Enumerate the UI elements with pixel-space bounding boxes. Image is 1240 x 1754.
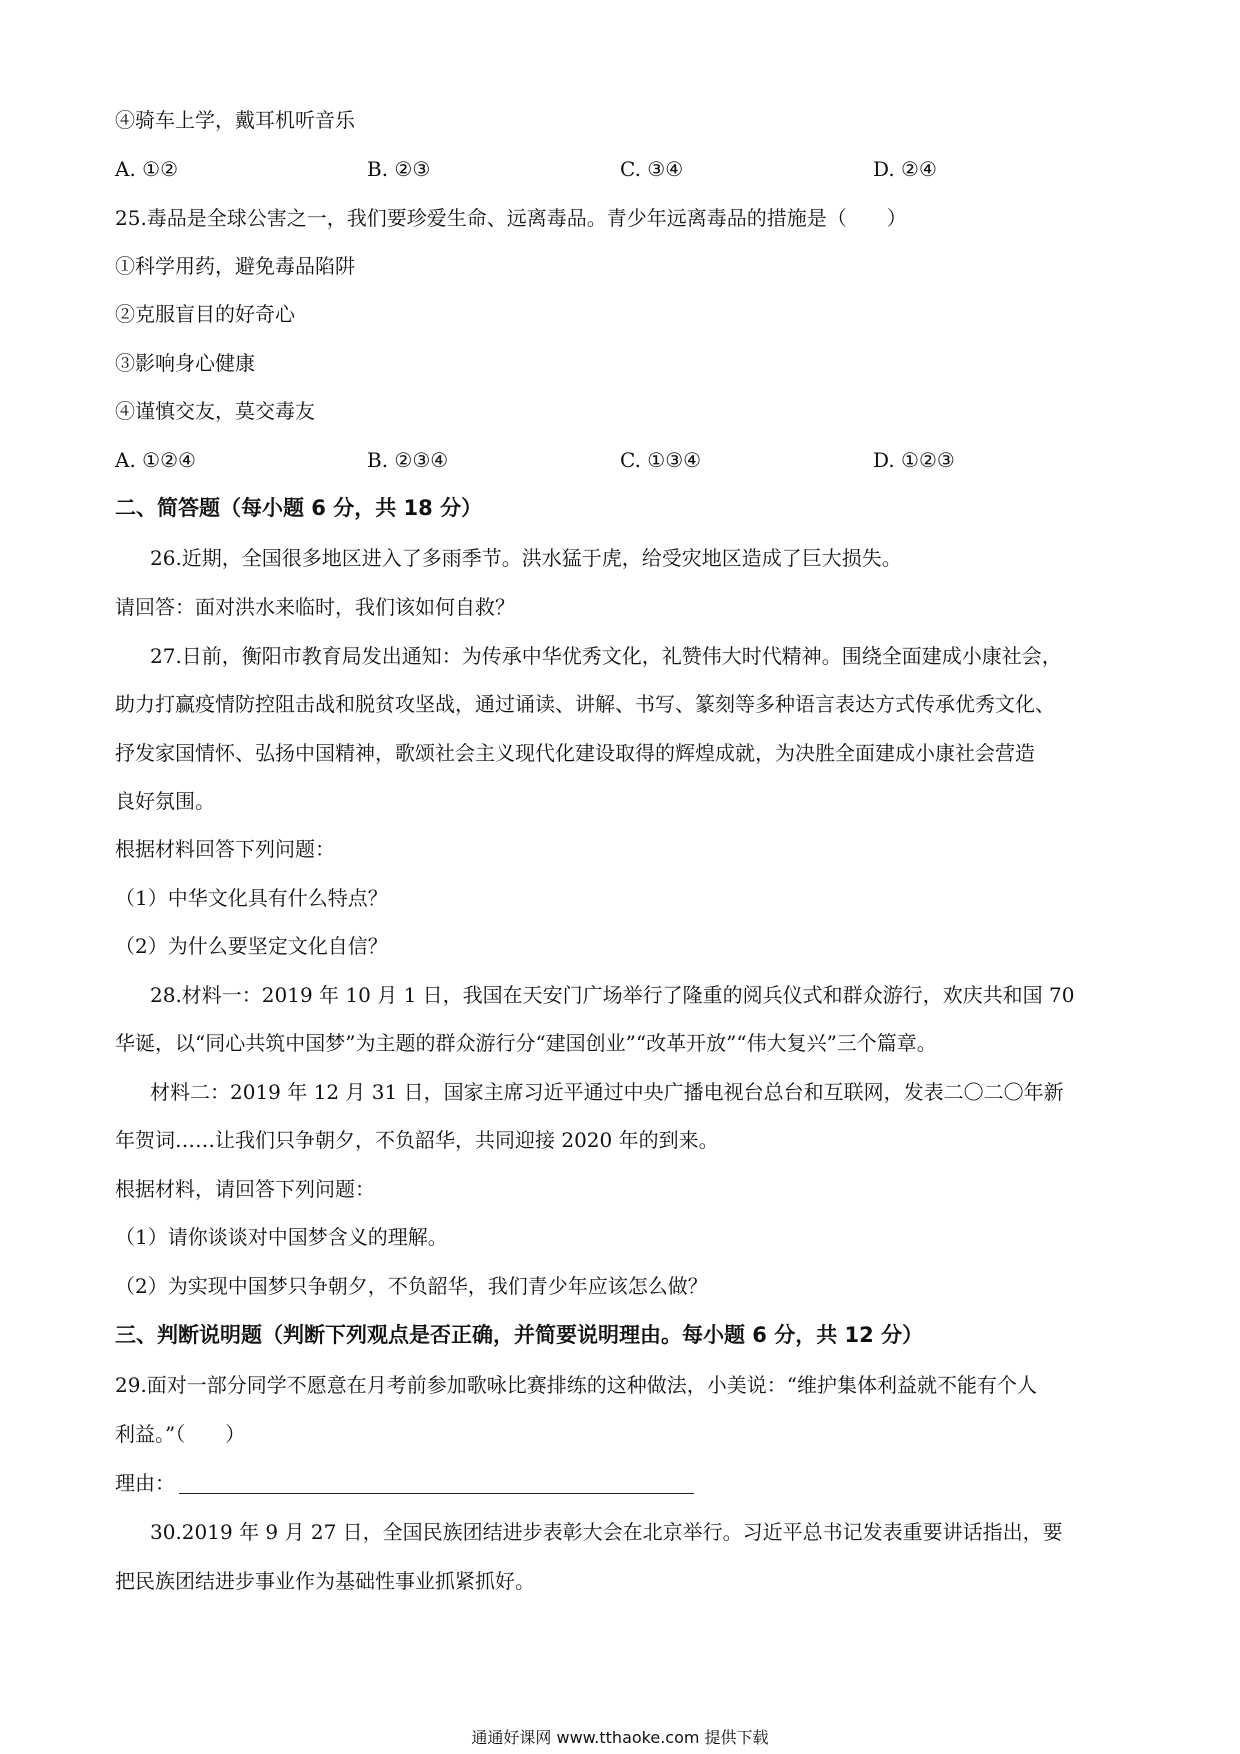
q25-item-1: ①科学用药，避免毒品陷阱 xyxy=(115,254,355,278)
q30-line-2: 把民族团结进步事业作为基础性事业抓紧抓好。 xyxy=(115,1569,535,1593)
q29-line-2: 利益。”（ ） xyxy=(115,1422,246,1446)
q27-prompt: 根据材料回答下列问题： xyxy=(115,837,335,861)
q24-option-d: D. ②④ xyxy=(873,157,937,181)
q25-option-d: D. ①②③ xyxy=(873,448,955,472)
q28-material-2-line-2: 年贺词……让我们只争朝夕，不负韶华，共同迎接 2020 年的到来。 xyxy=(115,1128,719,1152)
q28-material-1-line-2: 华诞，以“同心共筑中国梦”为主题的群众游行分“建国创业”“改革开放”“伟大复兴”三个篇章。 xyxy=(115,1031,937,1055)
q25-stem: 25.毒品是全球公害之一，我们要珍爱生命、远离毒品。青少年远离毒品的措施是（ ） xyxy=(115,206,907,230)
section-2-heading: 二、简答题（每小题 6 分，共 18 分） xyxy=(115,496,483,520)
q28-sub-1: （1）请你谈谈对中国梦含义的理解。 xyxy=(115,1225,448,1249)
q25-option-c: C. ①③④ xyxy=(620,448,702,472)
section-3-heading: 三、判断说明题（判断下列观点是否正确，并简要说明理由。每小题 6 分，共 12 分） xyxy=(115,1323,924,1347)
q25-option-a: A. ①②④ xyxy=(115,448,196,472)
page-footer: 通通好课网 www.tthaoke.com 提供下载 xyxy=(471,1728,769,1747)
q29-line-1: 29.面对一部分同学不愿意在月考前参加歌咏比赛排练的这种做法，小美说：“维护集体利益就不能有个人 xyxy=(115,1373,1038,1397)
q25-item-3: ③影响身心健康 xyxy=(115,351,255,375)
q25-option-b: B. ②③④ xyxy=(367,448,449,472)
q27-sub-2: （2）为什么要坚定文化自信？ xyxy=(115,934,388,958)
q28-material-1-line-1: 28.材料一：2019 年 10 月 1 日，我国在天安门广场举行了隆重的阅兵仪式和群众游行，欢庆共和国 70 xyxy=(150,983,1075,1007)
q26-stem: 26.近期，全国很多地区进入了多雨季节。洪水猛于虎，给受灾地区造成了巨大损失。 xyxy=(150,546,902,570)
q27-line-1: 27.日前，衡阳市教育局发出通知：为传承中华优秀文化，礼赞伟大时代精神。围绕全面建成小康社会， xyxy=(150,644,1062,668)
q24-option-a: A. ①② xyxy=(115,157,179,181)
q29-reason-blank xyxy=(179,1471,694,1494)
q29-reason-label: 理由： xyxy=(115,1471,175,1495)
q26-ask: 请回答：面对洪水来临时，我们该如何自救？ xyxy=(115,595,515,619)
q25-item-4: ④谨慎交友，莫交毒友 xyxy=(115,399,315,423)
q24-option-b: B. ②③ xyxy=(367,157,431,181)
q28-sub-2: （2）为实现中国梦只争朝夕，不负韶华，我们青少年应该怎么做？ xyxy=(115,1274,708,1298)
q28-material-2-line-1: 材料二：2019 年 12 月 31 日，国家主席习近平通过中央广播电视台总台和互联网，发表二〇二〇年新 xyxy=(150,1080,1064,1104)
q25-item-2: ②克服盲目的好奇心 xyxy=(115,302,295,326)
q24-option-c: C. ③④ xyxy=(620,157,684,181)
q28-prompt: 根据材料，请回答下列问题： xyxy=(115,1177,375,1201)
q27-line-4: 良好氛围。 xyxy=(115,789,215,813)
q24-item-4: ④骑车上学，戴耳机听音乐 xyxy=(115,108,355,132)
q27-line-2: 助力打赢疫情防控阻击战和脱贫攻坚战，通过诵读、讲解、书写、篆刻等多种语言表达方式传承优秀文化、 xyxy=(115,692,1055,716)
q27-sub-1: （1）中华文化具有什么特点？ xyxy=(115,886,388,910)
q29-reason-row xyxy=(115,1470,694,1496)
q27-line-3: 抒发家国情怀、弘扬中国精神，歌颂社会主义现代化建设取得的辉煌成就，为决胜全面建成小康社会营造 xyxy=(115,741,1035,765)
q30-line-1: 30.2019 年 9 月 27 日，全国民族团结进步表彰大会在北京举行。习近平总书记发表重要讲话指出，要 xyxy=(150,1520,1063,1544)
